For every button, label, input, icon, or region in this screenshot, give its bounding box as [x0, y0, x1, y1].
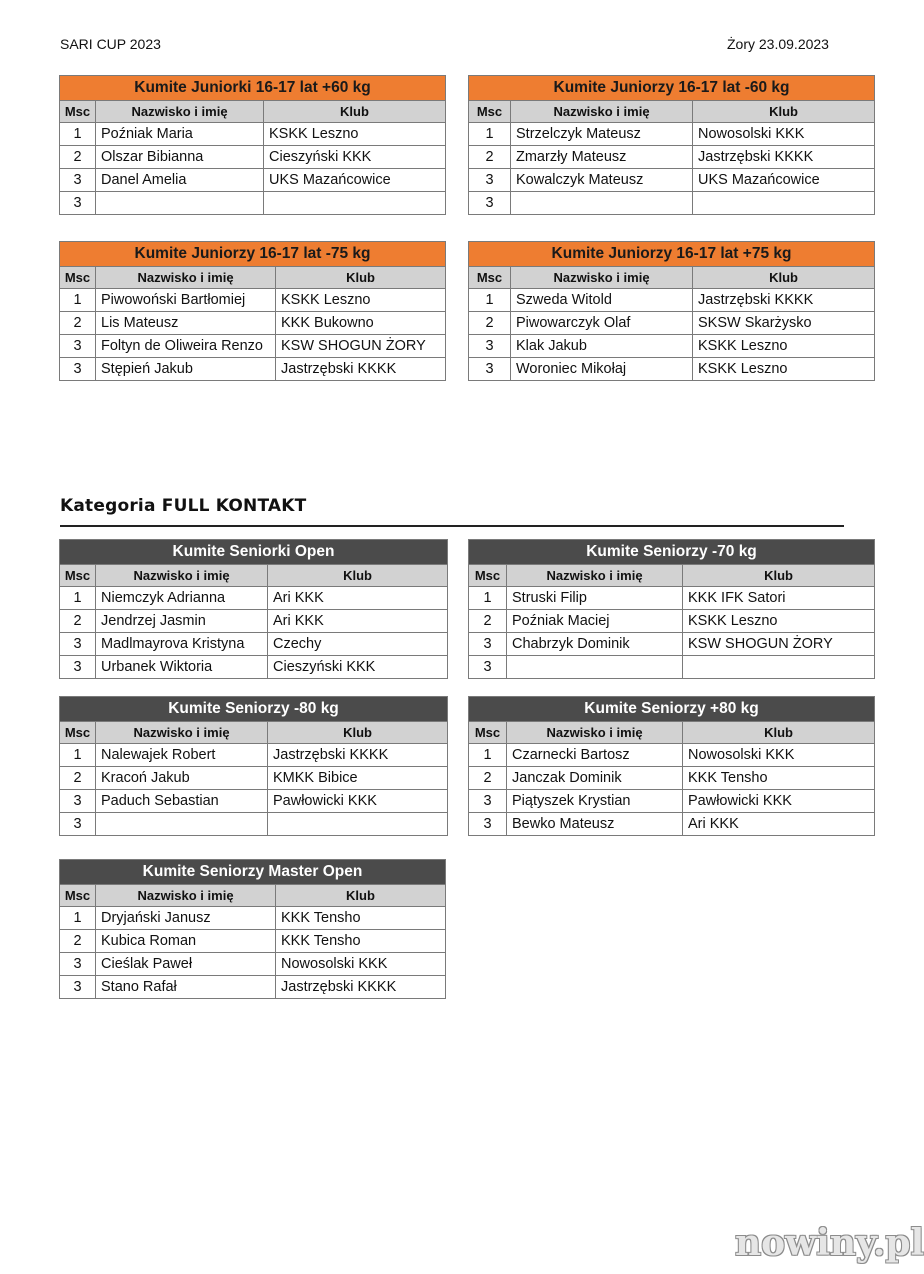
- name-cell: Niemczyk Adrianna: [96, 587, 268, 610]
- club-cell: Ari KKK: [268, 610, 448, 633]
- place-cell: 1: [469, 744, 507, 767]
- table-row: [469, 335, 875, 358]
- name-cell: [96, 813, 268, 836]
- place-cell: 2: [60, 610, 96, 633]
- club-cell: KKK Bukowno: [276, 312, 446, 335]
- column-header: Nazwisko i imię: [96, 267, 276, 289]
- table-title: Kumite Juniorki 16-17 lat +60 kg: [60, 76, 446, 101]
- club-cell: KSKK Leszno: [693, 358, 875, 381]
- place-cell: 2: [469, 312, 511, 335]
- table-title: Kumite Seniorzy Master Open: [60, 860, 446, 885]
- column-header: Klub: [276, 267, 446, 289]
- name-cell: Chabrzyk Dominik: [507, 633, 683, 656]
- place-cell: 3: [469, 169, 511, 192]
- column-header: Nazwisko i imię: [511, 267, 693, 289]
- place-cell: 1: [469, 123, 511, 146]
- club-cell: KKK Tensho: [276, 907, 446, 930]
- name-cell: Olszar Bibianna: [96, 146, 264, 169]
- column-header: Klub: [264, 101, 446, 123]
- column-header: Nazwisko i imię: [96, 565, 268, 587]
- place-cell: 2: [60, 312, 96, 335]
- column-header: Nazwisko i imię: [96, 885, 276, 907]
- place-cell: 3: [60, 976, 96, 999]
- column-header: Msc: [60, 722, 96, 744]
- name-cell: Lis Mateusz: [96, 312, 276, 335]
- name-cell: Urbanek Wiktoria: [96, 656, 268, 679]
- column-header: Msc: [60, 267, 96, 289]
- name-cell: Jendrzej Jasmin: [96, 610, 268, 633]
- name-cell: Strzelczyk Mateusz: [511, 123, 693, 146]
- results-table: [468, 696, 875, 836]
- name-cell: Dryjański Janusz: [96, 907, 276, 930]
- table-row: [469, 767, 875, 790]
- name-cell: Danel Amelia: [96, 169, 264, 192]
- table-row: [60, 146, 446, 169]
- place-cell: 3: [60, 335, 96, 358]
- name-cell: Nalewajek Robert: [96, 744, 268, 767]
- club-cell: Cieszyński KKK: [268, 656, 448, 679]
- club-cell: Pawłowicki KKK: [268, 790, 448, 813]
- name-cell: [96, 192, 264, 215]
- club-cell: [693, 192, 875, 215]
- place-cell: 3: [60, 169, 96, 192]
- club-cell: Pawłowicki KKK: [683, 790, 875, 813]
- club-cell: Cieszyński KKK: [264, 146, 446, 169]
- column-header: Nazwisko i imię: [511, 101, 693, 123]
- table-row: [469, 744, 875, 767]
- place-cell: 3: [60, 790, 96, 813]
- club-cell: SKSW Skarżysko: [693, 312, 875, 335]
- column-header: Klub: [693, 267, 875, 289]
- club-cell: Jastrzębski KKKK: [276, 358, 446, 381]
- table-row: [60, 312, 446, 335]
- column-header: Msc: [469, 565, 507, 587]
- table-row: [469, 813, 875, 836]
- table-row: [60, 169, 446, 192]
- results-table: [468, 539, 875, 679]
- name-cell: Szweda Witold: [511, 289, 693, 312]
- place-cell: 3: [469, 656, 507, 679]
- name-cell: Stano Rafał: [96, 976, 276, 999]
- name-cell: [507, 656, 683, 679]
- document-header-right: Żory 23.09.2023: [727, 36, 829, 52]
- name-cell: Poźniak Maria: [96, 123, 264, 146]
- table-row: [60, 744, 448, 767]
- table-title: Kumite Juniorzy 16-17 lat +75 kg: [469, 242, 875, 267]
- place-cell: 2: [469, 610, 507, 633]
- table-row: [60, 790, 448, 813]
- table-row: [469, 587, 875, 610]
- place-cell: 3: [60, 633, 96, 656]
- club-cell: [683, 656, 875, 679]
- table-row: [469, 633, 875, 656]
- name-cell: Poźniak Maciej: [507, 610, 683, 633]
- place-cell: 2: [469, 767, 507, 790]
- section-divider: [60, 525, 844, 527]
- club-cell: KKK IFK Satori: [683, 587, 875, 610]
- place-cell: 2: [60, 767, 96, 790]
- column-header: Klub: [268, 565, 448, 587]
- column-header: Msc: [60, 565, 96, 587]
- results-table: [59, 241, 446, 381]
- results-table: [59, 696, 448, 836]
- name-cell: Kowalczyk Mateusz: [511, 169, 693, 192]
- section-title: Kategoria FULL KONTAKT: [60, 496, 307, 516]
- name-cell: Janczak Dominik: [507, 767, 683, 790]
- table-title: Kumite Seniorzy +80 kg: [469, 697, 875, 722]
- table-row: [60, 192, 446, 215]
- table-row: [469, 312, 875, 335]
- table-row: [60, 907, 446, 930]
- table-row: [469, 790, 875, 813]
- place-cell: 3: [469, 335, 511, 358]
- club-cell: KSKK Leszno: [693, 335, 875, 358]
- name-cell: Foltyn de Oliweira Renzo: [96, 335, 276, 358]
- club-cell: [264, 192, 446, 215]
- name-cell: Piwowarczyk Olaf: [511, 312, 693, 335]
- table-row: [60, 610, 448, 633]
- name-cell: Struski Filip: [507, 587, 683, 610]
- table-row: [469, 289, 875, 312]
- table-row: [469, 192, 875, 215]
- name-cell: Cieślak Paweł: [96, 953, 276, 976]
- name-cell: Klak Jakub: [511, 335, 693, 358]
- name-cell: Piwowoński Bartłomiej: [96, 289, 276, 312]
- column-header: Msc: [469, 267, 511, 289]
- table-row: [469, 656, 875, 679]
- name-cell: [511, 192, 693, 215]
- watermark-logo: nowiny.pl: [735, 1222, 924, 1264]
- table-title: Kumite Seniorki Open: [60, 540, 448, 565]
- name-cell: Woroniec Mikołaj: [511, 358, 693, 381]
- place-cell: 3: [60, 192, 96, 215]
- place-cell: 3: [469, 633, 507, 656]
- column-header: Nazwisko i imię: [96, 101, 264, 123]
- table-row: [60, 930, 446, 953]
- table-row: [60, 767, 448, 790]
- name-cell: Zmarzły Mateusz: [511, 146, 693, 169]
- place-cell: 3: [469, 192, 511, 215]
- place-cell: 1: [60, 907, 96, 930]
- table-title: Kumite Seniorzy -80 kg: [60, 697, 448, 722]
- place-cell: 1: [60, 123, 96, 146]
- place-cell: 2: [60, 930, 96, 953]
- place-cell: 1: [60, 289, 96, 312]
- club-cell: UKS Mazańcowice: [264, 169, 446, 192]
- club-cell: UKS Mazańcowice: [693, 169, 875, 192]
- club-cell: Jastrzębski KKKK: [693, 289, 875, 312]
- table-row: [60, 656, 448, 679]
- table-title: Kumite Juniorzy 16-17 lat -75 kg: [60, 242, 446, 267]
- results-table: [468, 75, 875, 215]
- results-table: [59, 75, 446, 215]
- name-cell: Paduch Sebastian: [96, 790, 268, 813]
- place-cell: 3: [60, 813, 96, 836]
- results-table: [59, 539, 448, 679]
- club-cell: KSKK Leszno: [683, 610, 875, 633]
- table-row: [60, 123, 446, 146]
- place-cell: 3: [60, 953, 96, 976]
- club-cell: Jastrzębski KKKK: [276, 976, 446, 999]
- place-cell: 3: [469, 358, 511, 381]
- place-cell: 1: [60, 587, 96, 610]
- table-row: [469, 358, 875, 381]
- table-row: [60, 289, 446, 312]
- name-cell: Piątyszek Krystian: [507, 790, 683, 813]
- column-header: Msc: [469, 101, 511, 123]
- column-header: Klub: [276, 885, 446, 907]
- column-header: Msc: [60, 101, 96, 123]
- club-cell: KSW SHOGUN ŻORY: [276, 335, 446, 358]
- table-row: [60, 587, 448, 610]
- club-cell: Ari KKK: [683, 813, 875, 836]
- results-table: [468, 241, 875, 381]
- club-cell: KSKK Leszno: [276, 289, 446, 312]
- club-cell: Czechy: [268, 633, 448, 656]
- table-title: Kumite Seniorzy -70 kg: [469, 540, 875, 565]
- name-cell: Kracoń Jakub: [96, 767, 268, 790]
- club-cell: Nowosolski KKK: [693, 123, 875, 146]
- column-header: Klub: [268, 722, 448, 744]
- table-row: [60, 813, 448, 836]
- club-cell: Nowosolski KKK: [276, 953, 446, 976]
- name-cell: Kubica Roman: [96, 930, 276, 953]
- table-row: [60, 335, 446, 358]
- club-cell: KKK Tensho: [683, 767, 875, 790]
- place-cell: 3: [60, 656, 96, 679]
- club-cell: Jastrzębski KKKK: [693, 146, 875, 169]
- place-cell: 1: [469, 289, 511, 312]
- table-row: [469, 610, 875, 633]
- place-cell: 3: [469, 813, 507, 836]
- name-cell: Bewko Mateusz: [507, 813, 683, 836]
- name-cell: Czarnecki Bartosz: [507, 744, 683, 767]
- results-table: [59, 859, 446, 999]
- table-row: [469, 123, 875, 146]
- club-cell: KMKK Bibice: [268, 767, 448, 790]
- table-row: [60, 976, 446, 999]
- column-header: Msc: [469, 722, 507, 744]
- column-header: Msc: [60, 885, 96, 907]
- column-header: Klub: [693, 101, 875, 123]
- table-row: [60, 953, 446, 976]
- club-cell: Jastrzębski KKKK: [268, 744, 448, 767]
- club-cell: Ari KKK: [268, 587, 448, 610]
- column-header: Nazwisko i imię: [507, 722, 683, 744]
- place-cell: 3: [60, 358, 96, 381]
- club-cell: Nowosolski KKK: [683, 744, 875, 767]
- name-cell: Stępień Jakub: [96, 358, 276, 381]
- table-row: [469, 169, 875, 192]
- place-cell: 2: [60, 146, 96, 169]
- name-cell: Madlmayrova Kristyna: [96, 633, 268, 656]
- column-header: Klub: [683, 722, 875, 744]
- club-cell: KKK Tensho: [276, 930, 446, 953]
- table-title: Kumite Juniorzy 16-17 lat -60 kg: [469, 76, 875, 101]
- column-header: Nazwisko i imię: [96, 722, 268, 744]
- table-row: [469, 146, 875, 169]
- column-header: Klub: [683, 565, 875, 587]
- club-cell: KSW SHOGUN ŻORY: [683, 633, 875, 656]
- club-cell: [268, 813, 448, 836]
- club-cell: KSKK Leszno: [264, 123, 446, 146]
- place-cell: 1: [469, 587, 507, 610]
- column-header: Nazwisko i imię: [507, 565, 683, 587]
- document-header-left: SARI CUP 2023: [60, 36, 161, 52]
- place-cell: 1: [60, 744, 96, 767]
- table-row: [60, 358, 446, 381]
- place-cell: 3: [469, 790, 507, 813]
- table-row: [60, 633, 448, 656]
- place-cell: 2: [469, 146, 511, 169]
